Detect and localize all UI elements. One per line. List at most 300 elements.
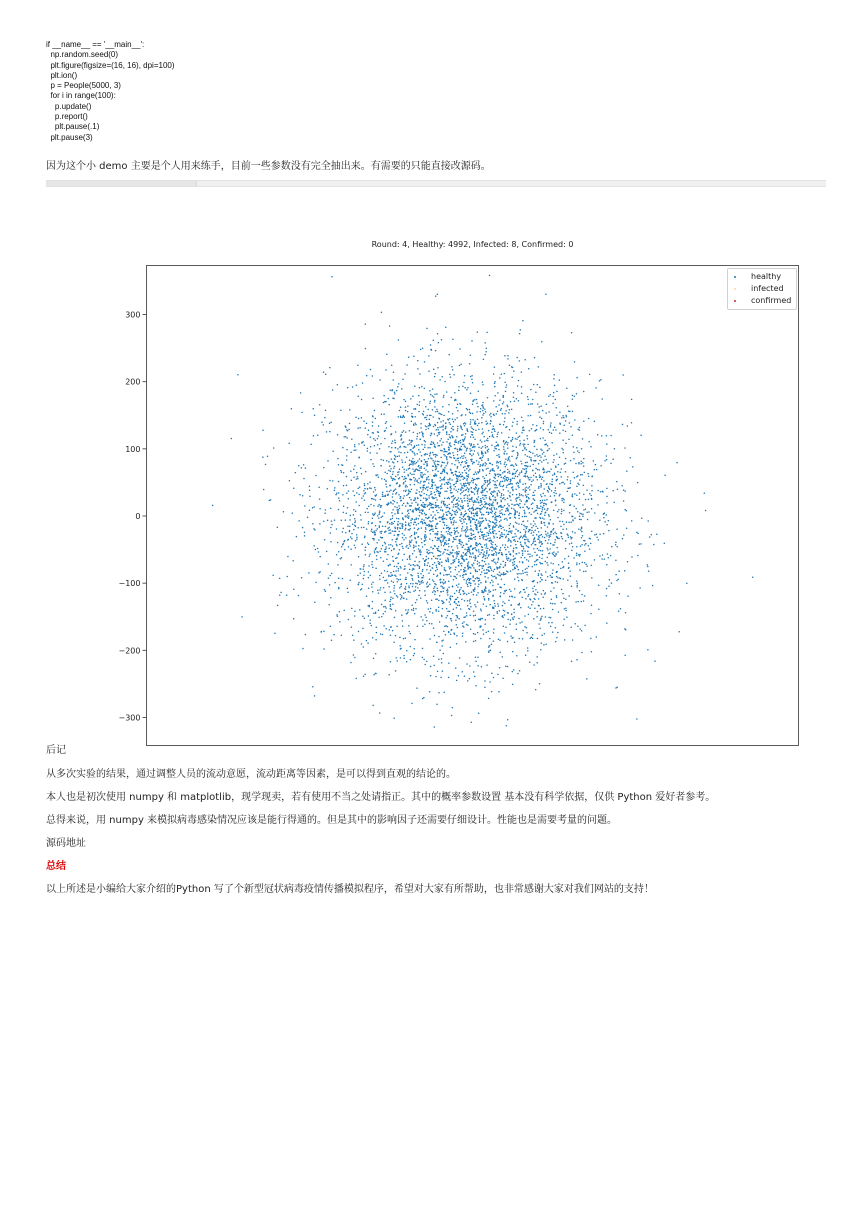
- healthy-point: [468, 474, 470, 476]
- healthy-point: [510, 479, 512, 481]
- healthy-point: [497, 467, 499, 469]
- healthy-point: [549, 471, 551, 473]
- healthy-point: [421, 431, 423, 433]
- healthy-point: [371, 608, 373, 610]
- healthy-point: [536, 454, 538, 456]
- healthy-point: [553, 510, 555, 512]
- healthy-point: [309, 509, 311, 511]
- healthy-point: [468, 489, 470, 491]
- healthy-point: [345, 425, 347, 427]
- healthy-point: [550, 603, 552, 605]
- healthy-point: [460, 440, 462, 442]
- healthy-point: [552, 396, 554, 398]
- healthy-point: [522, 320, 524, 322]
- healthy-point: [468, 567, 470, 569]
- healthy-point: [554, 555, 556, 557]
- healthy-point: [581, 513, 583, 515]
- healthy-point: [495, 563, 497, 565]
- healthy-point: [392, 500, 394, 502]
- healthy-point: [434, 583, 436, 585]
- healthy-point: [524, 550, 526, 552]
- healthy-point: [454, 399, 456, 401]
- healthy-point: [399, 637, 401, 639]
- healthy-point: [381, 505, 383, 507]
- healthy-point: [389, 629, 391, 631]
- healthy-point: [486, 664, 488, 666]
- healthy-point: [408, 609, 410, 611]
- healthy-point: [562, 521, 564, 523]
- healthy-point: [448, 574, 450, 576]
- healthy-point: [386, 504, 388, 506]
- healthy-point: [483, 358, 485, 360]
- healthy-point: [446, 561, 448, 563]
- healthy-point: [424, 473, 426, 475]
- healthy-point: [604, 521, 606, 523]
- healthy-point: [503, 449, 505, 451]
- healthy-point: [429, 538, 431, 540]
- healthy-point: [478, 580, 480, 582]
- healthy-point: [403, 539, 405, 541]
- healthy-point: [472, 508, 474, 510]
- healthy-point: [299, 494, 301, 496]
- healthy-point: [378, 518, 380, 520]
- healthy-point: [556, 533, 558, 535]
- healthy-point: [462, 555, 464, 557]
- healthy-point: [443, 462, 445, 464]
- healthy-point: [647, 520, 649, 522]
- healthy-point: [454, 593, 456, 595]
- healthy-point: [626, 510, 628, 512]
- healthy-point: [503, 401, 505, 403]
- healthy-point: [497, 433, 499, 435]
- healthy-point: [494, 491, 496, 493]
- healthy-point: [422, 523, 424, 525]
- code-line: plt.ion(): [46, 70, 78, 80]
- healthy-point: [428, 355, 430, 357]
- healthy-point: [443, 478, 445, 480]
- healthy-point: [464, 592, 466, 594]
- healthy-point: [417, 404, 419, 406]
- healthy-point: [456, 407, 458, 409]
- healthy-point: [541, 575, 543, 577]
- healthy-point: [445, 581, 447, 583]
- healthy-point: [578, 554, 580, 556]
- healthy-point: [573, 451, 575, 453]
- healthy-point: [476, 411, 478, 413]
- healthy-point: [576, 586, 578, 588]
- healthy-point: [510, 465, 512, 467]
- healthy-point: [568, 562, 570, 564]
- healthy-point: [398, 562, 400, 564]
- healthy-point: [392, 630, 394, 632]
- healthy-point: [267, 456, 269, 458]
- healthy-point: [583, 494, 585, 496]
- healthy-point: [610, 462, 612, 464]
- healthy-point: [511, 530, 513, 532]
- healthy-point: [441, 426, 443, 428]
- healthy-point: [471, 340, 473, 342]
- healthy-point: [420, 581, 422, 583]
- healthy-point: [460, 474, 462, 476]
- healthy-point: [410, 522, 412, 524]
- healthy-point: [500, 501, 502, 503]
- healthy-point: [446, 543, 448, 545]
- healthy-point: [526, 496, 528, 498]
- healthy-point: [492, 505, 494, 507]
- healthy-point: [241, 616, 243, 618]
- healthy-point: [554, 542, 556, 544]
- healthy-point: [550, 495, 552, 497]
- healthy-point: [408, 515, 410, 517]
- healthy-point: [438, 610, 440, 612]
- healthy-point: [464, 387, 466, 389]
- healthy-point: [528, 560, 530, 562]
- healthy-point: [494, 395, 496, 397]
- healthy-point: [394, 513, 396, 515]
- healthy-point: [585, 508, 587, 510]
- healthy-point: [420, 349, 422, 351]
- healthy-point: [472, 401, 474, 403]
- healthy-point: [373, 539, 375, 541]
- healthy-point: [523, 529, 525, 531]
- healthy-point: [482, 428, 484, 430]
- healthy-point: [538, 598, 540, 600]
- healthy-point: [391, 523, 393, 525]
- healthy-point: [452, 559, 454, 561]
- healthy-point: [501, 373, 503, 375]
- healthy-point: [371, 528, 373, 530]
- healthy-point: [575, 601, 577, 603]
- healthy-point: [541, 635, 543, 637]
- healthy-point: [472, 575, 474, 577]
- healthy-point: [560, 476, 562, 478]
- healthy-point: [614, 448, 616, 450]
- healthy-point: [570, 575, 572, 577]
- healthy-point: [412, 569, 414, 571]
- healthy-point: [347, 507, 349, 509]
- healthy-point: [399, 574, 401, 576]
- healthy-point: [396, 390, 398, 392]
- healthy-point: [429, 578, 431, 580]
- healthy-point: [351, 533, 353, 535]
- healthy-point: [423, 411, 425, 413]
- healthy-point: [446, 515, 448, 517]
- healthy-point: [534, 585, 536, 587]
- healthy-point: [450, 598, 452, 600]
- healthy-point: [484, 501, 486, 503]
- healthy-point: [409, 497, 411, 499]
- healthy-point: [552, 554, 554, 556]
- healthy-point: [321, 421, 323, 423]
- healthy-point: [298, 595, 300, 597]
- healthy-point: [492, 527, 494, 529]
- healthy-point: [403, 482, 405, 484]
- healthy-point: [496, 442, 498, 444]
- code-line: np.random.seed(0): [46, 50, 119, 60]
- healthy-point: [425, 616, 427, 618]
- healthy-point: [597, 504, 599, 506]
- healthy-point: [517, 511, 519, 513]
- healthy-point: [435, 456, 437, 458]
- healthy-point: [422, 434, 424, 436]
- healthy-point: [518, 580, 520, 582]
- healthy-point: [524, 615, 526, 617]
- healthy-point: [482, 488, 484, 490]
- healthy-point: [349, 519, 351, 521]
- healthy-point: [462, 590, 464, 592]
- healthy-point: [435, 591, 437, 593]
- healthy-point: [443, 451, 445, 453]
- healthy-point: [552, 552, 554, 554]
- healthy-point: [440, 572, 442, 574]
- healthy-point: [470, 585, 472, 587]
- healthy-point: [506, 486, 508, 488]
- healthy-point: [499, 610, 501, 612]
- healthy-point: [621, 485, 623, 487]
- healthy-point: [370, 459, 372, 461]
- healthy-point: [414, 463, 416, 465]
- healthy-point: [578, 528, 580, 530]
- healthy-point: [427, 565, 429, 567]
- healthy-point: [524, 539, 526, 541]
- healthy-point: [496, 520, 498, 522]
- healthy-point: [516, 432, 518, 434]
- healthy-point: [459, 348, 461, 350]
- healthy-point: [474, 521, 476, 523]
- healthy-point: [509, 517, 511, 519]
- healthy-point: [412, 518, 414, 520]
- healthy-point: [519, 440, 521, 442]
- healthy-point: [330, 541, 332, 543]
- healthy-point: [446, 482, 448, 484]
- healthy-point: [489, 537, 491, 539]
- healthy-point: [387, 582, 389, 584]
- healthy-point: [461, 530, 463, 532]
- healthy-point: [360, 467, 362, 469]
- healthy-point: [616, 481, 618, 483]
- healthy-point: [413, 356, 415, 358]
- healthy-point: [542, 596, 544, 598]
- healthy-point: [359, 609, 361, 611]
- healthy-point: [442, 639, 444, 641]
- healthy-point: [354, 522, 356, 524]
- healthy-point: [472, 447, 474, 449]
- healthy-point: [496, 461, 498, 463]
- healthy-point: [570, 536, 572, 538]
- healthy-point: [454, 533, 456, 535]
- healthy-point: [577, 428, 579, 430]
- healthy-point: [463, 545, 465, 547]
- healthy-point: [591, 530, 593, 532]
- healthy-point: [510, 523, 512, 525]
- healthy-point: [577, 483, 579, 485]
- healthy-point: [507, 497, 509, 499]
- healthy-point: [558, 509, 560, 511]
- healthy-point: [453, 474, 455, 476]
- healthy-point: [381, 616, 383, 618]
- healthy-point: [277, 605, 279, 607]
- healthy-point: [441, 534, 443, 536]
- healthy-point: [312, 523, 314, 525]
- healthy-point: [544, 440, 546, 442]
- healthy-point: [594, 469, 596, 471]
- healthy-point: [501, 509, 503, 511]
- healthy-point: [466, 554, 468, 556]
- healthy-point: [529, 512, 531, 514]
- healthy-point: [631, 556, 633, 558]
- healthy-point: [403, 399, 405, 401]
- healthy-point: [444, 582, 446, 584]
- healthy-point: [459, 575, 461, 577]
- healthy-point: [424, 537, 426, 539]
- healthy-point: [482, 497, 484, 499]
- healthy-point: [518, 505, 520, 507]
- healthy-point: [414, 560, 416, 562]
- healthy-point: [418, 545, 420, 547]
- healthy-point: [428, 516, 430, 518]
- healthy-point: [526, 545, 528, 547]
- healthy-point: [439, 649, 441, 651]
- healthy-point: [338, 509, 340, 511]
- healthy-point: [401, 595, 403, 597]
- healthy-point: [397, 511, 399, 512]
- healthy-point: [442, 429, 444, 431]
- healthy-point: [571, 586, 573, 588]
- healthy-point: [428, 458, 430, 460]
- healthy-point: [466, 513, 468, 515]
- code-line: p.report(): [46, 112, 88, 122]
- healthy-point: [455, 439, 457, 441]
- healthy-point: [384, 438, 386, 440]
- healthy-point: [410, 583, 412, 585]
- healthy-point: [408, 547, 410, 549]
- healthy-point: [544, 522, 546, 524]
- healthy-point: [504, 382, 506, 384]
- healthy-point: [433, 462, 435, 464]
- healthy-point: [471, 498, 473, 500]
- healthy-point: [394, 593, 396, 595]
- healthy-point: [566, 387, 568, 389]
- healthy-point: [516, 494, 518, 496]
- healthy-point: [505, 537, 507, 539]
- healthy-point: [514, 578, 516, 580]
- healthy-point: [522, 630, 524, 632]
- healthy-point: [450, 535, 452, 537]
- healthy-point: [438, 539, 440, 541]
- healthy-point: [405, 410, 407, 412]
- healthy-point: [467, 487, 469, 489]
- healthy-point: [473, 534, 475, 536]
- healthy-point: [430, 552, 432, 554]
- healthy-point: [405, 462, 407, 464]
- healthy-point: [409, 536, 411, 538]
- healthy-point: [405, 546, 407, 548]
- healthy-point: [552, 523, 554, 525]
- healthy-point: [525, 539, 527, 541]
- healthy-point: [458, 562, 460, 564]
- healthy-point: [517, 455, 519, 457]
- healthy-point: [499, 474, 501, 476]
- healthy-point: [497, 561, 499, 563]
- healthy-point: [359, 457, 361, 459]
- healthy-point: [526, 587, 528, 589]
- healthy-point: [541, 642, 543, 644]
- healthy-point: [479, 517, 481, 519]
- healthy-point: [534, 494, 536, 496]
- healthy-point: [475, 578, 477, 580]
- healthy-point: [488, 520, 490, 522]
- healthy-point: [372, 532, 374, 534]
- healthy-point: [362, 628, 364, 630]
- healthy-point: [372, 398, 374, 400]
- healthy-point: [453, 455, 455, 457]
- healthy-point: [286, 576, 288, 578]
- healthy-point: [409, 459, 411, 461]
- healthy-point: [473, 671, 475, 673]
- healthy-point: [569, 543, 571, 545]
- healthy-point: [471, 534, 473, 536]
- healthy-point: [519, 503, 521, 505]
- healthy-point: [357, 396, 359, 398]
- healthy-point: [590, 538, 592, 540]
- healthy-point: [441, 339, 443, 341]
- healthy-point: [459, 604, 461, 606]
- healthy-point: [406, 583, 408, 585]
- healthy-point: [414, 484, 416, 486]
- healthy-point: [491, 550, 493, 552]
- healthy-point: [526, 559, 528, 561]
- healthy-point: [440, 540, 442, 542]
- healthy-point: [506, 477, 508, 479]
- healthy-point: [262, 430, 264, 432]
- healthy-point: [319, 571, 321, 573]
- healthy-point: [474, 583, 476, 585]
- healthy-point: [420, 487, 422, 489]
- healthy-point: [375, 489, 377, 491]
- healthy-point: [328, 604, 330, 606]
- healthy-point: [417, 368, 419, 370]
- healthy-point: [384, 591, 386, 593]
- healthy-point: [324, 589, 326, 591]
- healthy-point: [533, 664, 535, 666]
- healthy-point: [458, 458, 460, 460]
- healthy-point: [531, 527, 533, 529]
- healthy-point: [532, 634, 534, 636]
- healthy-point: [371, 561, 373, 563]
- healthy-point: [408, 517, 410, 519]
- healthy-point: [624, 509, 626, 511]
- healthy-point: [449, 527, 451, 529]
- healthy-point: [494, 383, 496, 385]
- healthy-point: [538, 406, 540, 408]
- healthy-point: [599, 534, 601, 536]
- healthy-point: [453, 488, 455, 490]
- healthy-point: [481, 534, 483, 536]
- healthy-point: [381, 478, 383, 480]
- healthy-point: [517, 576, 519, 578]
- healthy-point: [522, 468, 524, 470]
- healthy-point: [420, 573, 422, 575]
- healthy-point: [579, 492, 581, 494]
- healthy-point: [377, 444, 379, 446]
- healthy-point: [534, 440, 536, 442]
- healthy-point: [503, 534, 505, 536]
- healthy-point: [451, 629, 453, 631]
- healthy-point: [488, 598, 490, 600]
- healthy-point: [381, 537, 383, 539]
- healthy-point: [504, 590, 506, 592]
- healthy-point: [510, 553, 512, 555]
